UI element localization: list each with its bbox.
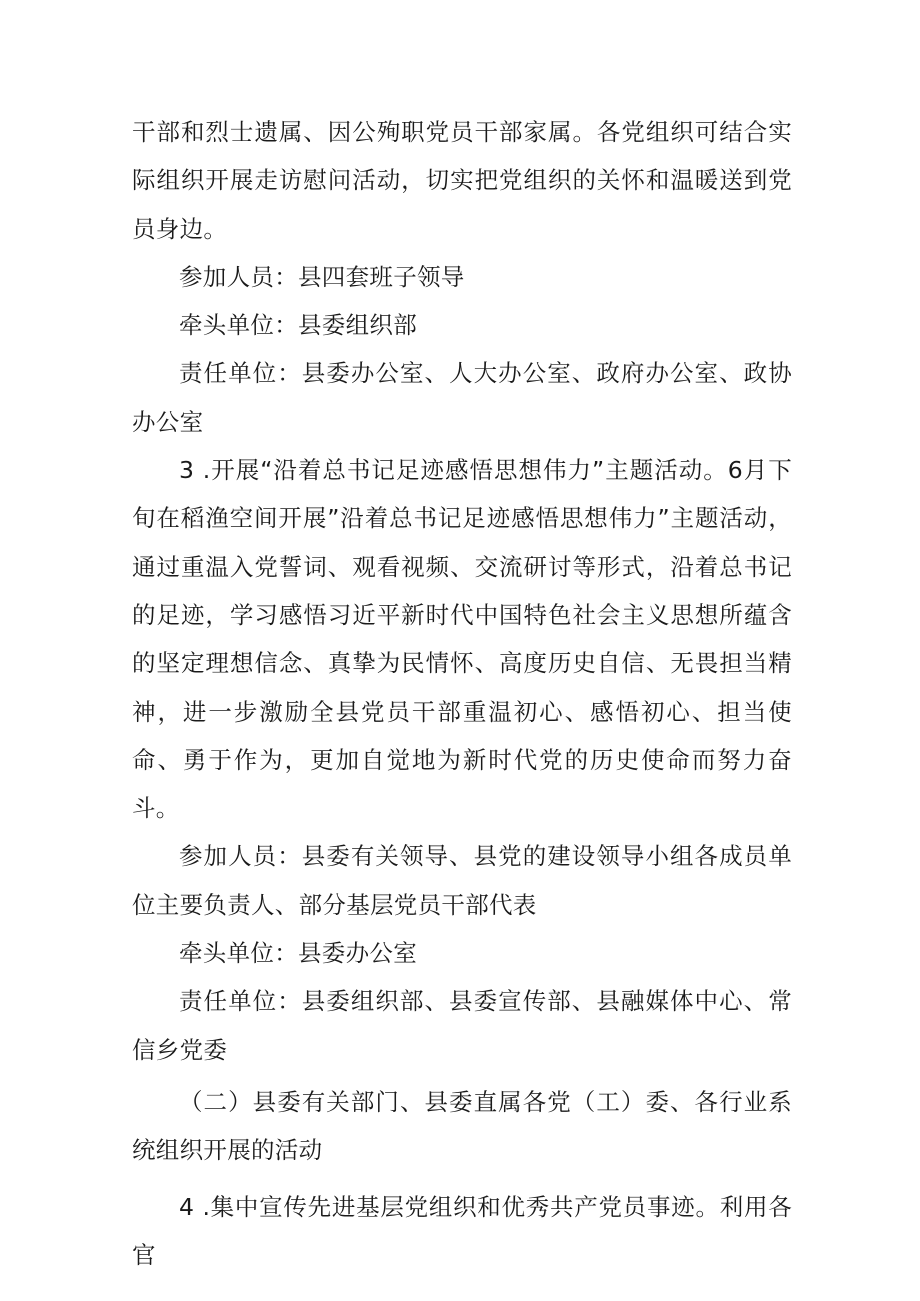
paragraph-item-4-publicity: 4 .集中宣传先进基层党组织和优秀共产党员事迹。利用各官 (132, 1192, 792, 1269)
responsible-units-line-2: 责任单位：县委组织部、县委宣传部、县融媒体中心、常信乡党委 (132, 987, 792, 1064)
lead-unit-line-1: 牵头单位：县委组织部 (179, 311, 417, 340)
paragraph-item-3-theme-activity: 3 .开展“沿着总书记足迹感悟思想伟力”主题活动。6月下旬在稻渔空间开展”沿着总书记足迹感悟思想伟力”主题活动，通过重温入党誓词、观看视频、交流研讨等形式，沿着总书记的足迹，学习感悟习近平新时代中国特色社会主义思想所蕴含的坚定理想信念、真挚为民情怀、高度历史自信、无畏担当精神，进一步激励全县党员干部重温初心、感悟初心、担当使命、勇于作为，更加自觉地为新时代党的历史使命而努力奋斗。 (132, 456, 792, 823)
participants-line-1: 参加人员：县四套班子领导 (179, 262, 465, 291)
paragraph-visit-families: 干部和烈士遗属、因公殉职党员干部家属。各党组织可结合实际组织开展走访慰问活动，切实把党组织的关怀和温暖送到党员身边。 (132, 118, 792, 243)
document-body (132, 108, 792, 1279)
section-heading-2: （二）县委有关部门、县委直属各党（工）委、各行业系统组织开展的活动 (132, 1087, 792, 1165)
lead-unit-line-2: 牵头单位：县委办公室 (179, 939, 417, 968)
participants-line-2: 参加人员：县委有关领导、县党的建设领导小组各成员单位主要负责人、部分基层党员干部代表 (132, 842, 792, 919)
responsible-units-line-1: 责任单位：县委办公室、人大办公室、政府办公室、政协办公室 (132, 359, 792, 436)
